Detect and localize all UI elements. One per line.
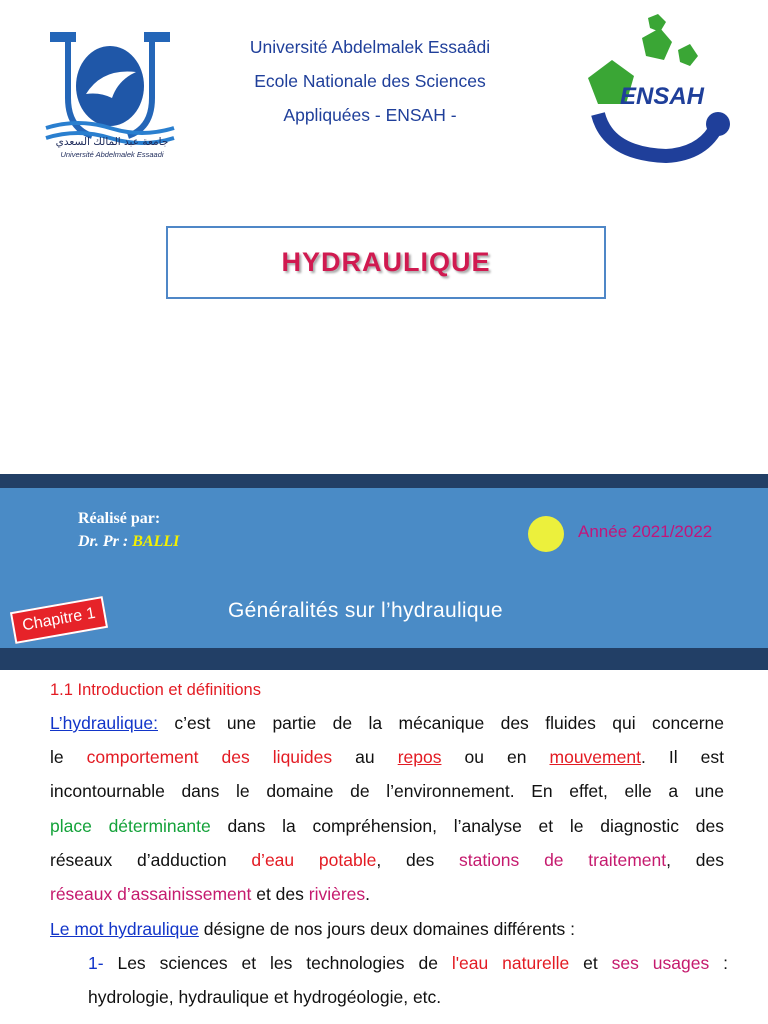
paragraph-line-2 bbox=[50, 740, 724, 774]
ensah-logo-icon bbox=[568, 14, 734, 166]
term-mot-hydraulique: Le mot hydraulique bbox=[50, 919, 199, 939]
author-line bbox=[78, 533, 179, 551]
highlight-comportement: comportement des liquides bbox=[86, 747, 333, 768]
university-line-3: Appliquées - ENSAH - bbox=[283, 105, 457, 125]
mot-hydraulique-line bbox=[50, 912, 730, 946]
item-line-2: hydrologie, hydraulique et hydrogéologie, etc. bbox=[88, 987, 442, 1007]
chapter-badge: Chapitre 1 bbox=[10, 596, 108, 644]
realise-label: Réalisé par: bbox=[78, 510, 161, 527]
author-name: BALLI bbox=[132, 533, 180, 550]
list-item bbox=[88, 946, 728, 1014]
university-line-1: Université Abdelmalek Essaâdi bbox=[249, 37, 491, 57]
paragraph-line-4 bbox=[50, 809, 724, 843]
paragraph-line-1 bbox=[50, 706, 724, 740]
highlight-rivieres: rivières bbox=[308, 883, 366, 904]
paragraph-text: . Il est bbox=[640, 747, 724, 768]
paragraph-text: , des bbox=[376, 849, 459, 870]
section-heading: 1.1 Introduction et définitions bbox=[50, 681, 261, 699]
university-header bbox=[190, 30, 550, 132]
page-title: HYDRAULIQUE bbox=[281, 247, 491, 277]
title-box bbox=[166, 226, 606, 299]
paragraph-line-6 bbox=[50, 877, 724, 911]
paragraph-text: dans la compréhension, l’analyse et le diagnostic des bbox=[210, 815, 724, 836]
paragraph-text: . bbox=[365, 883, 371, 904]
highlight-eau-naturelle: l'eau naturelle bbox=[451, 953, 570, 973]
highlight-place: place déterminante bbox=[50, 815, 211, 836]
item-line-1 bbox=[88, 946, 728, 980]
chapter-title: Généralités sur l’hydraulique bbox=[228, 599, 503, 622]
highlight-assainissement: réseaux d’assainissement bbox=[50, 883, 252, 904]
logo-arabic-text: جامعة عبد المالك السعدي bbox=[55, 136, 169, 148]
paragraph-text: au bbox=[332, 747, 398, 768]
info-band bbox=[0, 474, 768, 670]
logo-latin-text: Université Abdelmalek Essaadi bbox=[60, 150, 164, 159]
paragraph-text: , des bbox=[666, 849, 724, 870]
mot-text: désigne de nos jours deux domaines différents : bbox=[198, 919, 576, 939]
band-top-stripe bbox=[0, 474, 768, 488]
item-number: 1- bbox=[88, 953, 104, 973]
band-bottom-stripe bbox=[0, 648, 768, 670]
yellow-dot-icon bbox=[528, 516, 564, 552]
paragraph-text: réseaux d’adduction bbox=[50, 849, 252, 870]
paragraph-text: ou en bbox=[441, 747, 550, 768]
academic-year: Année 2021/2022 bbox=[578, 522, 713, 541]
highlight-eau-potable: d’eau potable bbox=[251, 849, 377, 870]
term-hydraulique: L’hydraulique: bbox=[50, 713, 158, 733]
paragraph-line-3: incontournable dans le domaine de l’environnement. En effet, elle a une bbox=[50, 781, 724, 802]
highlight-repos: repos bbox=[397, 747, 442, 768]
author-prefix: Dr. Pr : bbox=[78, 533, 133, 550]
ensah-logo-text: ENSAH bbox=[620, 83, 705, 110]
item-text: : bbox=[709, 953, 728, 973]
paragraph-text: le bbox=[50, 747, 87, 768]
university-line-2: Ecole Nationale des Sciences bbox=[254, 71, 486, 91]
item-text: Les sciences et les technologies de bbox=[103, 953, 452, 973]
highlight-ses-usages: ses usages bbox=[611, 953, 710, 973]
highlight-mouvement: mouvement bbox=[549, 747, 641, 768]
paragraph-line-5 bbox=[50, 843, 724, 877]
intro-paragraph bbox=[50, 706, 724, 911]
paragraph-text: c’est une partie de la mécanique des fluides qui concerne bbox=[158, 713, 724, 733]
highlight-stations: stations de traitement bbox=[458, 849, 667, 870]
paragraph-text: et des bbox=[251, 883, 309, 904]
item-text: et bbox=[569, 953, 612, 973]
